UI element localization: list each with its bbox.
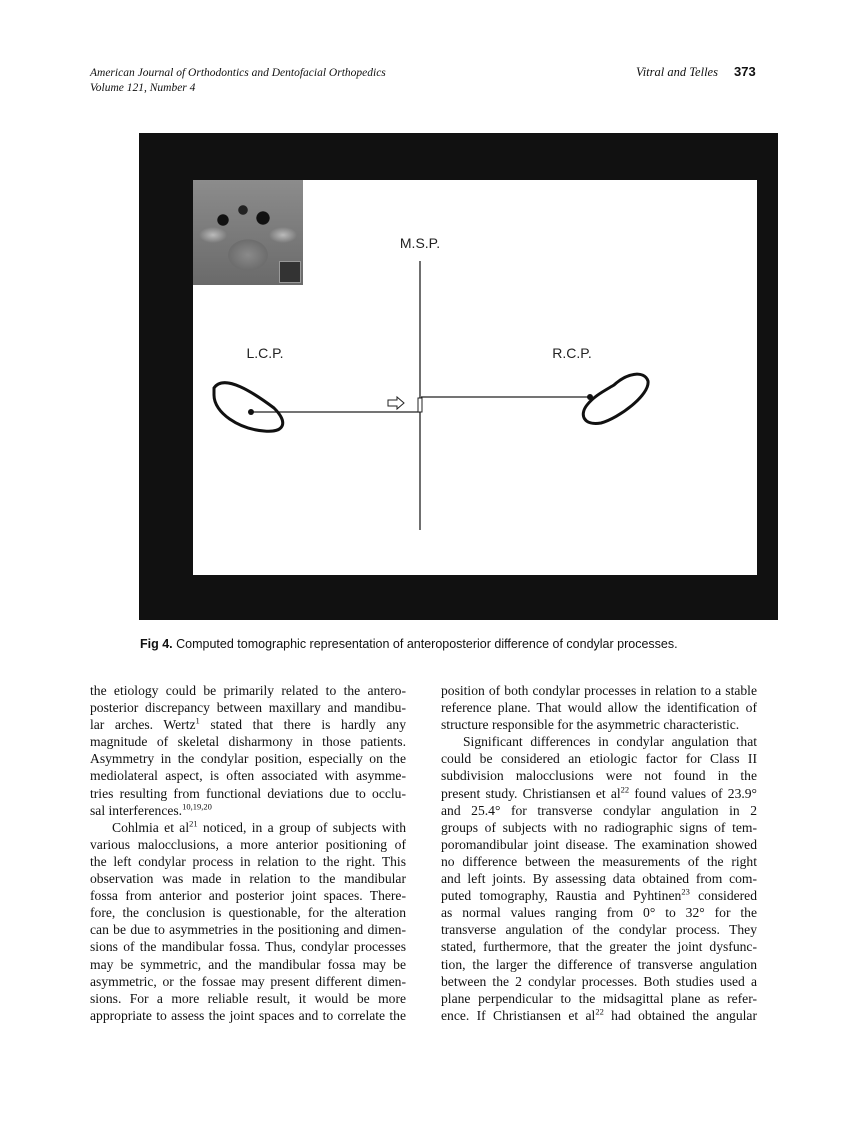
line-text: the etiology could be primarily related to the antero-	[90, 683, 406, 698]
text-line	[441, 956, 757, 973]
running-authors: Vitral and Telles	[636, 65, 718, 79]
figure-caption	[140, 636, 710, 652]
text-line	[441, 990, 757, 1007]
line-text: magnitude of skeletal disharmony in those patients.	[90, 734, 406, 750]
line-text: reference plane. That would allow the identification of	[441, 700, 757, 716]
line-text: Asymmetry in the condylar position, especially on the	[90, 751, 406, 767]
line-text: the left condylar process in relation to the right. This	[90, 853, 406, 869]
line-text: could be considered an etiologic factor for Class II	[441, 751, 757, 767]
text-line	[441, 938, 757, 955]
text-line	[441, 1007, 757, 1024]
citation-superscript: 22	[620, 784, 630, 795]
text-line	[441, 699, 757, 716]
line-text: mediolateral aspect, is often associated with asymme-	[90, 768, 406, 784]
text-line	[90, 1007, 406, 1024]
ct-scan-thumbnail	[193, 180, 303, 285]
line-text: subdivision malocclusions were not found in the	[441, 768, 757, 784]
line-text: sal interferences.	[90, 802, 183, 818]
citation-superscript: 21	[189, 818, 198, 829]
text-line	[90, 938, 406, 955]
caption-label: Fig 4.	[140, 637, 173, 651]
journal-volume: Volume 121, Number 4	[90, 82, 196, 94]
text-line	[441, 853, 757, 870]
line-text: noticed, in a group of subjects with	[197, 819, 406, 835]
text-line	[90, 836, 406, 853]
line-text: sions of the mandibular fossa. Thus, condylar processes	[90, 939, 406, 955]
line-text: fossa from anterior and posterior joint spaces. There-	[90, 888, 406, 904]
line-text: posterior discrepancy between maxillary and mandibu-	[90, 700, 406, 716]
line-text: position of both condylar processes in relation to a stable	[441, 683, 757, 698]
line-text: considered	[689, 888, 757, 904]
left-condyle-center	[248, 409, 254, 415]
text-line	[90, 973, 406, 990]
right-column	[441, 682, 757, 1024]
line-text: groups of subjects with no radiographic signs of tem-	[441, 819, 757, 835]
difference-marker	[418, 398, 422, 412]
caption-text: Computed tomographic representation of anteroposterior difference of condylar processes.	[176, 637, 678, 651]
line-text: sions. For a more reliable result, it would be more	[90, 990, 406, 1006]
citation-superscript: 10,19,20	[182, 801, 212, 812]
ct-inset	[279, 261, 301, 283]
text-line	[90, 904, 406, 921]
text-line	[441, 836, 757, 853]
line-text: poromandibular joint disease. The examination showed	[441, 836, 757, 852]
line-text: observation was made in relation to the mandibular	[90, 871, 406, 887]
msp-label: M.S.P.	[399, 235, 441, 251]
line-text: can be due to asymmetries in the positioning and dimen-	[90, 922, 406, 938]
line-text: appropriate to assess the joint spaces and to correlate the	[90, 1007, 406, 1023]
journal-title: American Journal of Orthodontics and Dentofacial Orthopedics	[90, 67, 386, 79]
text-line	[90, 887, 406, 904]
text-line	[441, 682, 757, 699]
text-line	[90, 870, 406, 887]
line-text: present study. Christiansen et al	[441, 785, 621, 801]
line-text: tion, the larger the difference of transverse angulation	[441, 956, 757, 972]
line-text: fore, the conclusion is questionable, for the alteration	[90, 905, 406, 921]
lcp-label: L.C.P.	[246, 345, 284, 361]
line-text: ence. If Christiansen et al	[441, 1007, 596, 1023]
line-text: as normal values ranging from 0° to 32° for the	[441, 905, 757, 921]
text-line	[90, 733, 406, 750]
citation-superscript: 22	[595, 1006, 604, 1017]
rcp-label: R.C.P.	[552, 345, 592, 361]
line-text: and 25.4° for transverse condylar angulation in 2	[441, 802, 757, 818]
line-text: Significant differences in condylar angulation that	[463, 734, 757, 750]
text-line	[441, 785, 757, 802]
line-text: puted tomography, Raustia and Pyhtinen	[441, 888, 682, 904]
text-line	[441, 733, 757, 750]
line-text: stated, furthermore, that the greater the joint dysfunc-	[441, 939, 757, 955]
text-line	[90, 750, 406, 767]
line-text: asymmetric, or the fossae may present different dimen-	[90, 973, 406, 989]
text-line	[441, 767, 757, 784]
figure-4	[139, 133, 778, 620]
text-line	[90, 921, 406, 938]
line-text: may be symmetric, and the mandibular fossa may be	[90, 956, 406, 972]
line-text: plane perpendicular to the midsagittal plane as refer-	[441, 990, 757, 1006]
line-text: found values of 23.9°	[629, 785, 757, 801]
line-text: lar arches. Wertz	[90, 717, 196, 733]
line-text: had obtained the angular	[603, 1007, 757, 1023]
citation-superscript: 23	[681, 887, 690, 897]
line-text: structure responsible for the asymmetric characteristic.	[441, 717, 740, 733]
text-line	[90, 716, 406, 733]
text-line	[90, 767, 406, 784]
line-text: tries resulting from functional deviations due to occlu-	[90, 785, 406, 801]
text-line	[441, 819, 757, 836]
text-line	[441, 750, 757, 767]
text-line	[90, 819, 406, 836]
text-line	[441, 716, 757, 733]
text-line	[90, 699, 406, 716]
left-column	[90, 682, 406, 1024]
text-line	[90, 802, 406, 819]
citation-superscript: 1	[195, 716, 200, 726]
text-line	[441, 802, 757, 819]
page-number: 373	[734, 64, 756, 79]
text-line	[90, 990, 406, 1007]
line-text: and left joints. By assessing data obtained from com-	[441, 871, 757, 887]
line-text: no difference between the measurements of the right	[441, 853, 757, 869]
text-line	[90, 785, 406, 802]
line-text: between the 2 condylar processes. Both studies used a	[441, 973, 757, 989]
text-line	[441, 870, 757, 887]
text-line	[441, 973, 757, 990]
line-text: various malocclusions, a more anterior positioning of	[90, 836, 406, 852]
line-text: transverse angulation of the condylar process. They	[441, 922, 757, 938]
line-text: stated that there is hardly any	[199, 717, 406, 733]
line-text: Cohlmia et al	[112, 819, 190, 835]
text-line	[441, 921, 757, 938]
text-line	[90, 682, 406, 699]
right-condyle-center	[587, 394, 593, 400]
text-line	[90, 956, 406, 973]
text-line	[441, 904, 757, 921]
text-line	[441, 887, 757, 904]
text-line	[90, 853, 406, 870]
